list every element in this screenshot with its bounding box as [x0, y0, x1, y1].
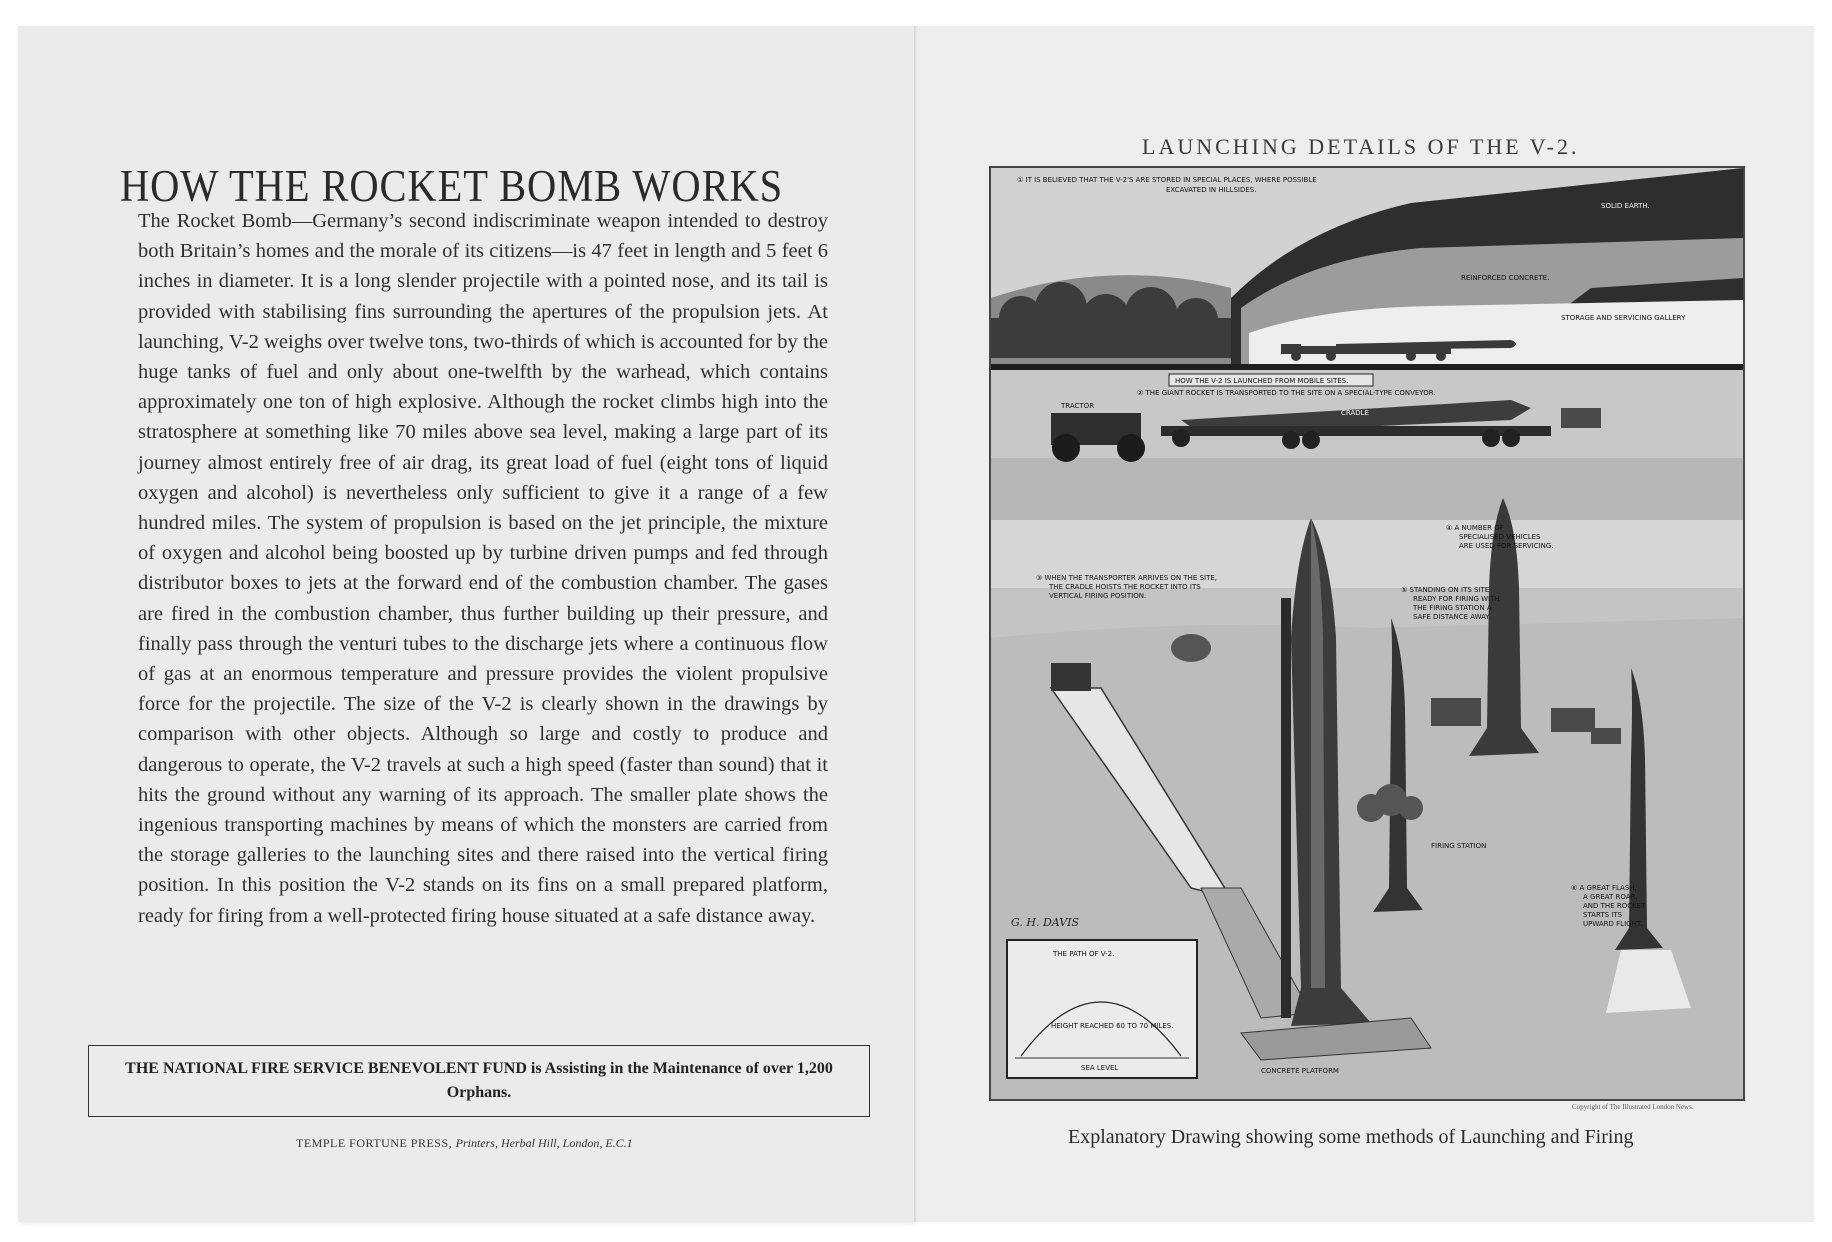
- copyright-note: Copyright of The Illustrated London News.: [1572, 1103, 1694, 1111]
- fund-notice: THE NATIONAL FIRE SERVICE BENEVOLENT FUND is Assisting in the Maintenance of over 1,200 Orphans.: [125, 1060, 833, 1101]
- path-inset: [1007, 940, 1197, 1078]
- launch-note-line-4: STARTS ITS: [1583, 911, 1623, 919]
- hoist-note-line-1: ③ WHEN THE TRANSPORTER ARRIVES ON THE SITE,: [1036, 574, 1218, 582]
- reinforced-concrete-label: REINFORCED CONCRETE.: [1461, 274, 1550, 282]
- vehicles-note-line-3: ARE USED FOR SERVICING.: [1459, 542, 1554, 550]
- illustration-title: LAUNCHING DETAILS OF THE V-2.: [1142, 134, 1580, 159]
- illustration-caption: Explanatory Drawing showing some methods of Launching and Firing: [1068, 1126, 1634, 1148]
- vehicles-note-line-2: SPECIALISED VEHICLES: [1459, 533, 1541, 541]
- page-fold: [914, 26, 918, 1222]
- firing-station-label: FIRING STATION: [1431, 842, 1487, 850]
- mobile-sites-heading: HOW THE V-2 IS LAUNCHED FROM MOBILE SITES.: [1175, 377, 1349, 385]
- concrete-platform-label: CONCRETE PLATFORM: [1261, 1067, 1339, 1075]
- launch-note-line-2: A GREAT ROAR,: [1583, 893, 1638, 901]
- standing-note-line-1: ⑤ STANDING ON ITS SITE: [1401, 586, 1490, 594]
- standing-note-line-3: THE FIRING STATION A: [1413, 604, 1492, 612]
- hoist-note-line-2: THE CRADLE HOISTS THE ROCKET INTO ITS: [1049, 583, 1201, 591]
- solid-earth-label: SOLID EARTH.: [1601, 202, 1650, 210]
- page-title: HOW THE ROCKET BOMB WORKS: [120, 161, 784, 212]
- artist-signature: G. H. DAVIS: [1011, 916, 1080, 929]
- launch-note-line-1: ⑥ A GREAT FLASH,: [1571, 884, 1637, 892]
- storage-note-line-1: ① IT IS BELIEVED THAT THE V-2'S ARE STORED IN SPECIAL PLACES, WHERE POSSIBLE: [1017, 176, 1317, 184]
- storage-gallery-label: STORAGE AND SERVICING GALLERY: [1561, 314, 1686, 322]
- path-height-label: HEIGHT REACHED 60 TO 70 MILES.: [1051, 1022, 1174, 1030]
- tractor-label: TRACTOR: [1061, 402, 1095, 410]
- cradle-label: CRADLE: [1341, 409, 1369, 417]
- launch-note-line-3: AND THE ROCKET: [1583, 902, 1646, 910]
- fund-notice-box: [88, 1045, 870, 1117]
- article-body: The Rocket Bomb—Germany’s second indiscriminate weapon intended to destroy both Britain’s homes and the morale of its citizens—is 47 feet in length and 5 feet 6 inches in diameter. It is a long slender projectile with a pointed nose, and its tail is provided with stabilising fins surrounding the apertures of the propulsion jets. At launching, V-2 weighs over twelve tons, two-thirds of which is accounted for by the huge tanks of fuel and only about one-twelfth by the warhead, which contains approximately one ton of high explosive. Although the rocket climbs high into the stratosphere at something like 70 miles above sea level, making a large part of its journey almost entirely free of air drag, its great load of fuel (eight tons of liquid oxygen and alcohol) is nevertheless only sufficient to give it a range of a few hundred miles. The system of propulsion is based on the jet principle, the mixture of oxygen and alcohol being boosted up by turbine driven pumps and fed through distributor boxes to jets at the forward end of the combustion chamber. The gases are fired in the combustion chamber, thus further building up their pressure, and finally pass through the venturi tubes to the discharge jets where a continuous flow of gas at an enormous temperature and pressure provides the violent propulsive force for the projectile. The size of the V-2 is clearly shown in the drawings by comparison with other objects. Although so large and costly to produce and dangerous to operate, the V-2 travels at such a high speed (faster than sound) that it hits the ground without any warning of its approach. The smaller plate shows the ingenious transporting machines by means of which the monsters are carried from the storage galleries to the launching sites and there raised into the vertical firing position. In this position the V-2 stands on its fins on a small prepared platform, ready for firing from a well-protected firing house situated at a safe distance away.: [138, 210, 828, 927]
- transport-note: ② THE GIANT ROCKET IS TRANSPORTED TO THE SITE ON A SPECIAL-TYPE CONVEYOR.: [1137, 389, 1436, 397]
- path-inset-title: THE PATH OF V-2.: [1053, 950, 1115, 958]
- printer-address: Printers, Herbal Hill, London, E.C.1: [455, 1136, 633, 1150]
- vehicles-note-line-1: ④ A NUMBER OF: [1446, 524, 1504, 532]
- v2-illustration: [989, 166, 1745, 1101]
- hoist-note-line-3: VERTICAL FIRING POSITION.: [1049, 592, 1147, 600]
- sea-level-label: SEA LEVEL: [1081, 1064, 1119, 1072]
- printer-imprint: [296, 1136, 633, 1151]
- printer-name: TEMPLE FORTUNE PRESS,: [296, 1136, 453, 1150]
- storage-note-line-2: EXCAVATED IN HILLSIDES.: [1166, 186, 1257, 194]
- standing-note-line-4: SAFE DISTANCE AWAY.: [1413, 613, 1491, 621]
- standing-note-line-2: READY FOR FIRING WITH: [1413, 595, 1500, 603]
- launch-note-line-5: UPWARD FLIGHT.: [1583, 920, 1643, 928]
